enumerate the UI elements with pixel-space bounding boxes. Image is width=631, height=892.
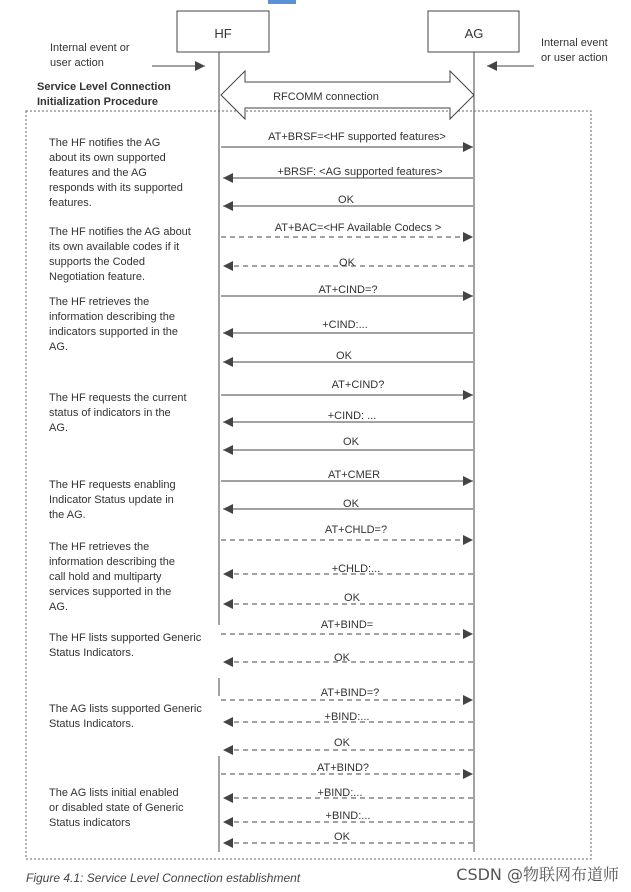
left-event-label — [50, 42, 133, 69]
step-note-line: services supported in the — [49, 586, 172, 598]
step-note-line: call hold and multiparty — [49, 571, 162, 583]
step-note-line: Indicator Status update in — [49, 494, 174, 506]
step-note — [49, 137, 183, 209]
step-note-line: features and the AG — [49, 167, 147, 179]
step-note-line: features. — [49, 197, 92, 209]
message-label: OK — [343, 498, 359, 510]
right-event-label — [541, 37, 611, 64]
message-label: OK — [334, 737, 350, 749]
step-note-line: status of indicators in the — [49, 407, 171, 419]
message-label: AT+BIND? — [316, 762, 370, 774]
procedure-title-line: Service Level Connection — [37, 81, 171, 93]
message-label: AT+CIND=? — [318, 284, 378, 296]
message-label: OK — [334, 831, 350, 843]
figure-caption: Figure 4.1: Service Level Connection establishment — [26, 871, 301, 885]
message-label: +CIND:... — [322, 319, 368, 331]
step-note-line: The AG lists initial enabled — [49, 787, 179, 799]
step-note-line: The HF retrieves the — [49, 541, 150, 553]
left-event-line: Internal event or — [50, 42, 130, 54]
note-list — [49, 137, 202, 829]
step-note-line: The HF lists supported Generic — [49, 632, 202, 644]
watermark: CSDN @物联网布道师 — [456, 865, 619, 884]
message-label: AT+CHLD=? — [324, 524, 388, 536]
message-label: +BIND:... — [317, 787, 363, 799]
procedure-title-line: Initialization Procedure — [37, 96, 159, 108]
step-note-line: Status Indicators. — [49, 718, 134, 730]
message-label: AT+CIND? — [331, 379, 385, 391]
message-label: AT+BRSF=<HF supported features> — [268, 131, 446, 143]
hf-actor-label: HF — [214, 26, 232, 41]
message-label: OK — [336, 350, 352, 362]
right-event-line: or user action — [541, 52, 608, 64]
step-note-line: Status indicators — [49, 817, 131, 829]
step-note — [49, 226, 191, 283]
rfcomm-connection-arrow — [221, 71, 474, 119]
left-event-line: user action — [50, 57, 104, 69]
message-label: OK — [344, 592, 360, 604]
step-note — [49, 296, 178, 353]
message-label: OK — [334, 652, 350, 664]
ag-actor-label: AG — [464, 26, 484, 41]
message-label: AT+CMER — [327, 469, 381, 481]
step-note — [49, 541, 175, 613]
step-note-line: its own available codes if it — [49, 241, 180, 253]
step-note-line: The HF retrieves the — [49, 296, 150, 308]
procedure-title — [37, 81, 174, 108]
step-note — [49, 392, 187, 434]
step-note-line: AG. — [49, 341, 68, 353]
message-label: +BIND:... — [325, 810, 371, 822]
step-note — [49, 632, 202, 659]
step-note-line: indicators supported in the — [49, 326, 179, 338]
step-note — [49, 787, 184, 829]
step-note-line: The HF requests enabling — [49, 479, 176, 491]
message-label: OK — [338, 194, 354, 206]
rfcomm-label: RFCOMM connection — [273, 91, 379, 103]
message-label: AT+BAC=<HF Available Codecs > — [274, 222, 442, 234]
step-note-line: The HF requests the current — [49, 392, 187, 404]
step-note-line: The HF notifies the AG — [49, 137, 161, 149]
step-note-line: The AG lists supported Generic — [49, 703, 202, 715]
message-label: +CHLD:... — [331, 563, 381, 575]
step-note — [49, 703, 202, 730]
message-label: OK — [339, 257, 355, 269]
step-note — [49, 479, 176, 521]
message-label: AT+BIND=? — [320, 687, 380, 699]
message-label: +CIND: ... — [327, 410, 377, 422]
message-label: OK — [343, 436, 359, 448]
message-label: AT+BIND= — [320, 619, 374, 631]
step-note-line: AG. — [49, 601, 68, 613]
right-event-line: Internal event — [541, 37, 608, 49]
hf-actor — [177, 11, 269, 52]
step-note-line: Status Indicators. — [49, 647, 134, 659]
step-note-line: Negotiation feature. — [49, 271, 146, 283]
clipped-link-fragment — [268, 0, 296, 4]
step-note-line: information describing the — [49, 311, 175, 323]
step-note-line: information describing the — [49, 556, 175, 568]
step-note-line: AG. — [49, 422, 68, 434]
step-note-line: about its own supported — [49, 152, 166, 164]
message-label: +BIND:... — [324, 711, 370, 723]
step-note-line: The HF notifies the AG about — [49, 226, 191, 238]
ag-actor — [428, 11, 519, 52]
step-note-line: the AG. — [49, 509, 86, 521]
message-list — [221, 131, 473, 843]
step-note-line: or disabled state of Generic — [49, 802, 184, 814]
message-label: +BRSF: <AG supported features> — [277, 166, 443, 178]
step-note-line: supports the Coded — [49, 256, 146, 268]
step-note-line: responds with its supported — [49, 182, 183, 194]
